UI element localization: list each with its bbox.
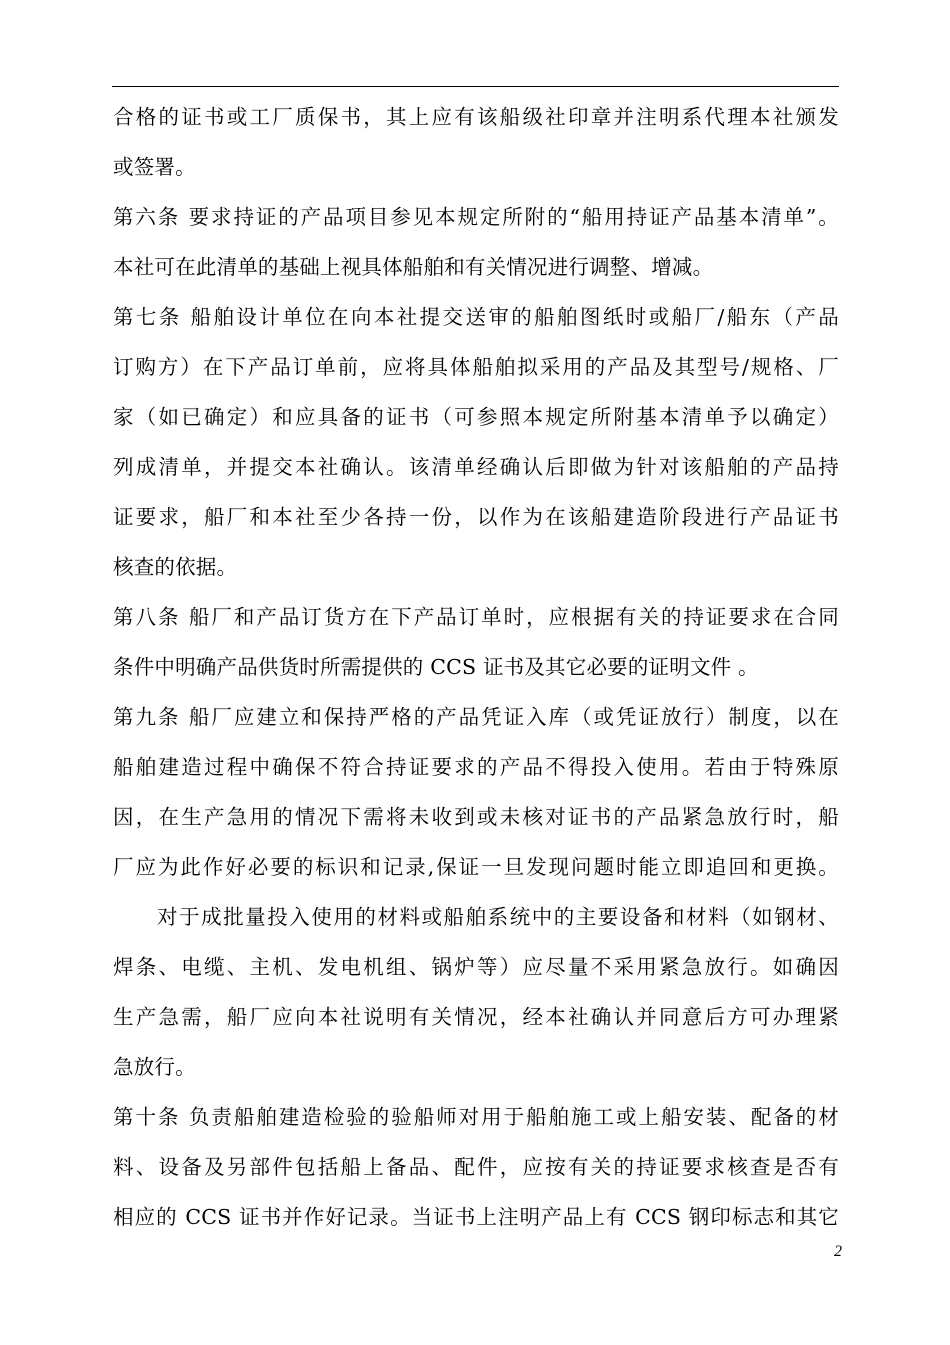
text-line: 船舶建造过程中确保不符合持证要求的产品不得投入使用。若由于特殊原 bbox=[113, 755, 839, 779]
text-line: 生产急需，船厂应向本社说明有关情况，经本社确认并同意后方可办理紧 bbox=[113, 1005, 839, 1029]
text-line: 第十条 负责船舶建造检验的验船师对用于船舶施工或上船安装、配备的材 bbox=[113, 1105, 839, 1129]
text-line: 相应的 CCS 证书并作好记录。当证书上注明产品上有 CCS 钢印标志和其它 bbox=[113, 1205, 839, 1229]
text-line: 条件中明确产品供货时所需提供的 CCS 证书及其它必要的证明文件 。 bbox=[113, 655, 759, 679]
text-line: 第九条 船厂应建立和保持严格的产品凭证入库（或凭证放行）制度，以在 bbox=[113, 705, 839, 729]
text-line: 第六条 要求持证的产品项目参见本规定所附的“船用持证产品基本清单”。 bbox=[113, 205, 839, 229]
text-line: 第七条 船舶设计单位在向本社提交送审的船舶图纸时或船厂/船东（产品 bbox=[113, 305, 839, 329]
text-line: 核查的依据。 bbox=[113, 555, 238, 579]
text-line: 厂应为此作好必要的标识和记录,保证一旦发现问题时能立即追回和更换。 bbox=[113, 855, 839, 879]
text-line: 第八条 船厂和产品订货方在下产品订单时，应根据有关的持证要求在合同 bbox=[113, 605, 839, 629]
body-text bbox=[113, 92, 839, 1242]
text-line: 或签署。 bbox=[113, 155, 196, 179]
text-line: 本社可在此清单的基础上视具体船舶和有关情况进行调整、增减。 bbox=[113, 255, 714, 279]
text-line: 列成清单，并提交本社确认。该清单经确认后即做为针对该船舶的产品持 bbox=[113, 455, 839, 479]
text-line: 料、设备及另部件包括船上备品、配件，应按有关的持证要求核查是否有 bbox=[113, 1155, 839, 1179]
text-line: 合格的证书或工厂质保书，其上应有该船级社印章并注明系代理本社颁发 bbox=[113, 105, 839, 129]
text-line: 家（如已确定）和应具备的证书（可参照本规定所附基本清单予以确定） bbox=[113, 405, 839, 429]
text-line: 订购方）在下产品订单前，应将具体船舶拟采用的产品及其型号/规格、厂 bbox=[113, 355, 839, 379]
text-line: 焊条、电缆、主机、发电机组、锅炉等）应尽量不采用紧急放行。如确因 bbox=[113, 955, 839, 979]
text-line: 因，在生产急用的情况下需将未收到或未核对证书的产品紧急放行时，船 bbox=[113, 805, 839, 829]
header-rule bbox=[112, 86, 839, 87]
page-number: 2 bbox=[834, 1243, 842, 1260]
text-line: 证要求，船厂和本社至少各持一份，以作为在该船建造阶段进行产品证书 bbox=[113, 505, 839, 529]
text-line: 急放行。 bbox=[113, 1055, 196, 1079]
text-line: 对于成批量投入使用的材料或船舶系统中的主要设备和材料（如钢材、 bbox=[157, 905, 839, 929]
